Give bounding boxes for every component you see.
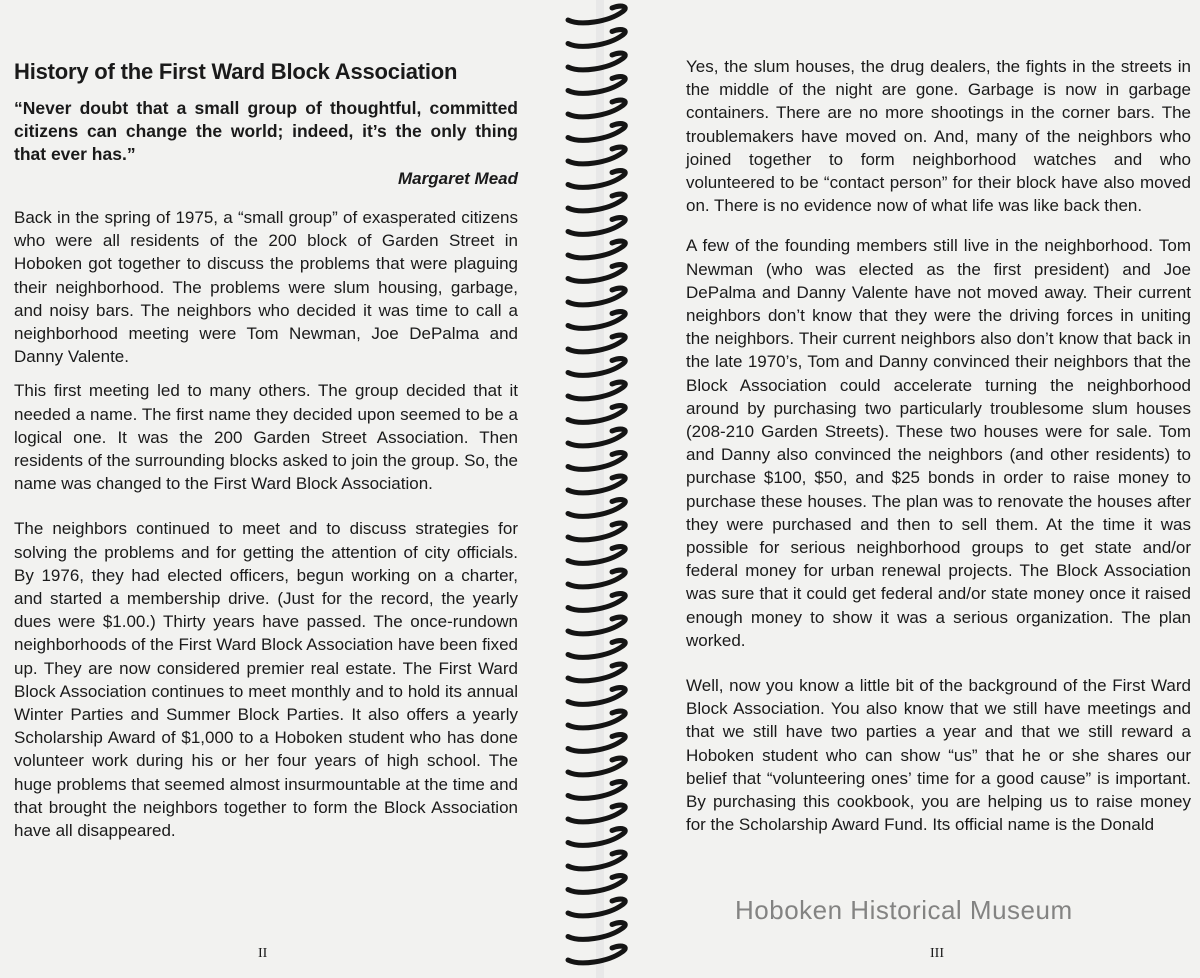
paragraph: This first meeting led to many others. The group decided that it needed a name. The first name they decided upon seemed to be a logical one. It was the 200 Garden Street Association. Then residents of the surrounding blocks asked to join the group. So, the name was changed to the First Ward Block Association.	[14, 381, 518, 494]
right-column	[686, 55, 1191, 848]
paragraph: A few of the founding members still live in the neighborhood. Tom Newman (who was elected as the first president) and Joe DePalma and Danny Valente have not moved away. Their current neighbors don’t know that they were the driving forces in uniting the neighbors. Their current neighbors also don’t know that back in the late 1970’s, Tom and Danny convinced their neighbors that the Block Association could accelerate turning the neighborhood around by purchasing two particularly troublesome slum houses (208-210 Garden Streets). These two houses were for sale. Tom and Danny also convinced the neighbors (and other residents) to purchase $100, $50, and $25 bonds in order to raise money to purchase these houses. The plan was to renovate the houses after they were purchased and then to sell them. At the time it was possible for serious neighborhood groups to get state and/or federal money for urban renewal projects. The Block Association was sure that it could get federal and/or state money once it raised enough money to show it was a serious organization. The plan worked.	[686, 236, 1191, 650]
paragraph: The neighbors continued to meet and to discuss strategies for solving the problems and for getting the attention of city officials. By 1976, they had elected officers, begun working on a charter, and started a membership drive. (Just for the record, the yearly dues were $1.00.) Thirty years have passed. The once-rundown neighborhoods of the First Ward Block Association have been fixed up. They are now considered premier real estate. The First Ward Block Association continues to meet monthly and to hold its annual Winter Parties and Summer Block Parties. It also offers a yearly Scholarship Award of $1,000 to a Hoboken student who has done volunteer work during his or her four years of high school. The huge problems that seemed almost insurmountable at the time and that brought the neighbors together to form the Block Association have all disappeared.	[14, 519, 518, 841]
epigraph-author: Margaret Mead	[398, 169, 518, 188]
spiral-binding	[560, 0, 640, 978]
epigraph-quote: “Never doubt that a small group of thoughtful, committed citizens can change the world; indeed, it’s the only thing that ever has.”	[14, 98, 518, 164]
page-title: History of the First Ward Block Association	[14, 59, 458, 84]
page-number-left: II	[258, 946, 268, 961]
paragraph: Yes, the slum houses, the drug dealers, the fights in the streets in the middle of the night are gone. Garbage is now in garbage containers. There are no more shootings in the corner bars. The troublemakers have moved on. And, many of the neighbors who joined together to form neighborhood watches and who volunteered to be “contact person” for their block have also moved on. There is no evidence now of what life was like back then.	[686, 57, 1191, 216]
watermark: Hoboken Historical Museum	[735, 895, 1073, 925]
left-column	[14, 55, 518, 853]
page-number-right: III	[930, 946, 944, 961]
paragraph: Well, now you know a little bit of the background of the First Ward Block Association. You also know that we still have meetings and that we still have two parties a year and that we still reward a Hoboken student who can show “us” that he or she shares our belief that “volunteering ones’ time for a good cause” is important. By purchasing this cookbook, you are helping us to raise money for the Scholarship Award Fund. Its official name is the Donald	[686, 676, 1191, 835]
paragraph: Back in the spring of 1975, a “small group” of exasperated citizens who were all residents of the 200 block of Garden Street in Hoboken got together to discuss the problems that were plaguing their neighborhood. The problems were slum housing, garbage, and noisy bars. The neighbors who decided it was time to call a neighborhood meeting were Tom Newman, Joe DePalma and Danny Valente.	[14, 208, 518, 367]
